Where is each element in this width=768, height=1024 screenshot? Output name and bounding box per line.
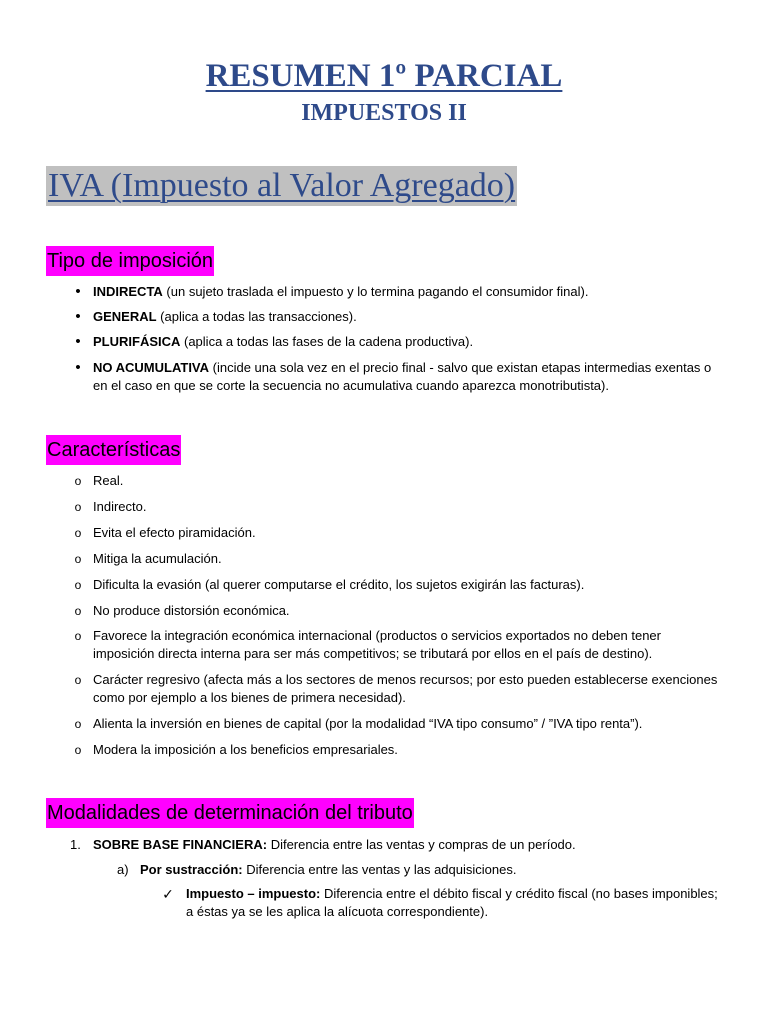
item-text: (aplica a todas las transacciones). — [156, 309, 357, 324]
main-heading: IVA (Impuesto al Valor Agregado) — [48, 167, 516, 204]
item-term: GENERAL — [93, 309, 157, 324]
item-term: NO ACUMULATIVA — [93, 360, 210, 375]
document-subtitle: IMPUESTOS II — [301, 100, 467, 126]
document-title: RESUMEN 1º PARCIAL — [205, 58, 563, 94]
circle-bullet-icon: o — [74, 500, 82, 514]
circle-bullet-icon: o — [74, 474, 82, 488]
list-item — [74, 576, 723, 594]
item-text: No produce distorsión económica. — [93, 603, 290, 618]
circle-bullet-icon: o — [74, 717, 82, 731]
list-item — [75, 283, 723, 301]
check-icon: ✓ — [162, 886, 174, 902]
section-heading-modalidades: Modalidades de determinación del tributo — [46, 798, 414, 828]
bullet-icon: • — [75, 283, 81, 300]
circle-bullet-icon: o — [74, 604, 82, 618]
list-item — [75, 359, 723, 395]
list-item — [74, 602, 723, 620]
section-heading-caracteristicas: Características — [46, 435, 181, 465]
bullet-icon: • — [75, 333, 81, 350]
item-text: (un sujeto traslada el impuesto y lo termina pagando el consumidor final). — [162, 284, 589, 299]
item-text: Evita el efecto piramidación. — [93, 525, 256, 540]
bullet-icon: • — [75, 308, 81, 325]
list-item — [162, 885, 721, 921]
item-text: Alienta la inversión en bienes de capital (por la modalidad “IVA tipo consumo” / ”IVA tipo renta”). — [93, 716, 643, 731]
item-text: Indirecto. — [93, 499, 147, 514]
list-item — [74, 741, 723, 759]
list-item — [93, 836, 723, 854]
item-text: Favorece la integración económica internacional (productos o servicios exportados no deben tener imposición directa interna para ser más competitivos; se tributará por ellos en el país de destino). — [93, 628, 661, 661]
section-heading-tipo: Tipo de imposición — [46, 246, 214, 276]
circle-bullet-icon: o — [74, 629, 82, 643]
list-letter: a) — [117, 862, 129, 877]
list-item — [140, 861, 720, 879]
item-term: INDIRECTA — [93, 284, 163, 299]
item-text: Carácter regresivo (afecta más a los sectores de menos recursos; por esto pueden establecerse exenciones como por ejemplo a los bienes de primera necesidad). — [93, 672, 718, 705]
item-text: Diferencia entre las ventas y compras de un período. — [267, 837, 576, 852]
list-item — [74, 550, 723, 568]
list-item — [74, 472, 723, 490]
circle-bullet-icon: o — [74, 578, 82, 592]
circle-bullet-icon: o — [74, 743, 82, 757]
list-item — [74, 498, 723, 516]
list-item — [74, 524, 723, 542]
list-item — [75, 308, 723, 326]
circle-bullet-icon: o — [74, 552, 82, 566]
item-text: Dificulta la evasión (al querer computarse el crédito, los sujetos exigirán las facturas). — [93, 577, 585, 592]
item-text: Real. — [93, 473, 124, 488]
list-item — [74, 715, 723, 733]
item-text: Modera la imposición a los beneficios empresariales. — [93, 742, 398, 757]
list-item — [74, 627, 723, 663]
list-number: 1. — [70, 837, 81, 852]
item-text: (aplica a todas las fases de la cadena productiva). — [180, 334, 474, 349]
item-text: Mitiga la acumulación. — [93, 551, 222, 566]
list-item — [75, 333, 723, 351]
bullet-icon: • — [75, 359, 81, 376]
item-text: Diferencia entre el débito fiscal y crédito fiscal (no bases imponibles; a éstas ya se les aplica la alícuota correspondiente). — [186, 886, 718, 919]
item-text: Diferencia entre las ventas y las adquisiciones. — [242, 862, 517, 877]
item-term: PLURIFÁSICA — [93, 334, 181, 349]
item-text: (incide una sola vez en el precio final - salvo que existan etapas intermedias exentas o en el caso en que se corte la secuencia no acumulativa cuando aparezca monotributista). — [93, 360, 712, 393]
circle-bullet-icon: o — [74, 673, 82, 687]
circle-bullet-icon: o — [74, 526, 82, 540]
list-item — [74, 671, 723, 707]
item-term: Impuesto – impuesto: — [186, 886, 321, 901]
item-term: Por sustracción: — [140, 862, 243, 877]
item-term: SOBRE BASE FINANCIERA: — [93, 837, 268, 852]
